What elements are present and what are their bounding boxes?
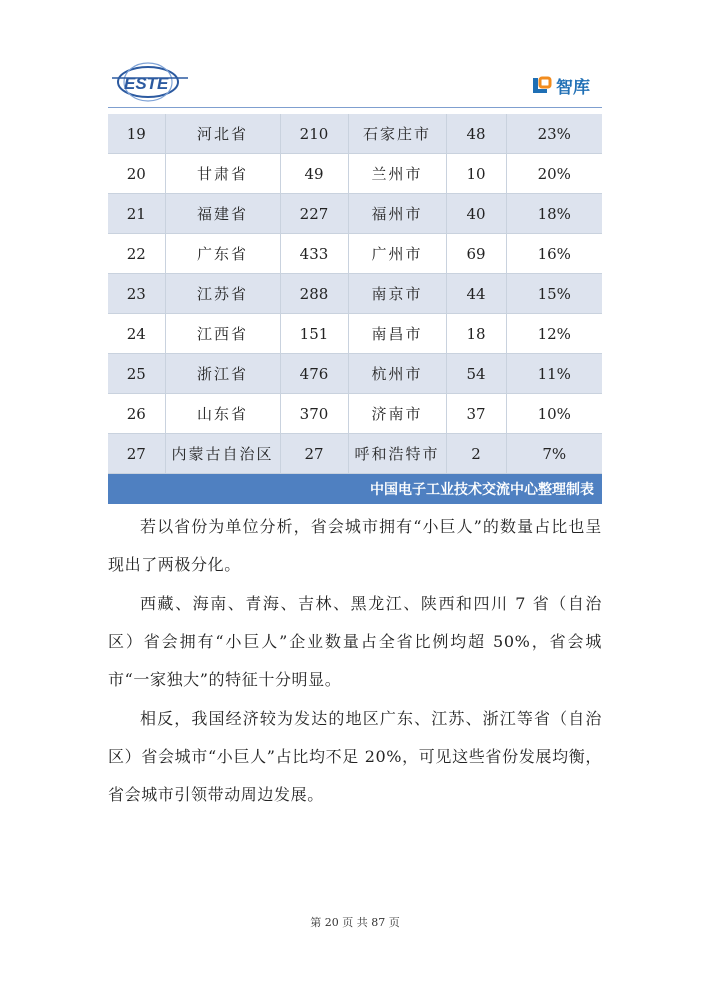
ratio-cell: 12% bbox=[506, 314, 602, 354]
capital-cell: 广州市 bbox=[348, 234, 446, 274]
ratio-cell: 20% bbox=[506, 154, 602, 194]
ratio-cell: 10% bbox=[506, 394, 602, 434]
province-cell: 广东省 bbox=[165, 234, 280, 274]
este-logo-graphic bbox=[110, 58, 194, 102]
table-row bbox=[108, 354, 602, 394]
ratio-cell: 11% bbox=[506, 354, 602, 394]
province-cell: 江西省 bbox=[165, 314, 280, 354]
table-row bbox=[108, 434, 602, 474]
rank-cell: 23 bbox=[108, 274, 165, 314]
table-body bbox=[108, 114, 602, 474]
province-cell: 浙江省 bbox=[165, 354, 280, 394]
table-row bbox=[108, 194, 602, 234]
este-logo-text: ESTE bbox=[124, 74, 169, 93]
capital-cell: 兰州市 bbox=[348, 154, 446, 194]
rank-cell: 24 bbox=[108, 314, 165, 354]
table-source-text: 中国电子工业技术交流中心整理制表 bbox=[370, 482, 594, 498]
province-count-cell: 227 bbox=[280, 194, 348, 234]
table-row bbox=[108, 394, 602, 434]
rank-cell: 22 bbox=[108, 234, 165, 274]
header-divider bbox=[108, 107, 602, 108]
rank-cell: 20 bbox=[108, 154, 165, 194]
province-count-cell: 151 bbox=[280, 314, 348, 354]
capital-count-cell: 69 bbox=[446, 234, 506, 274]
table-row bbox=[108, 314, 602, 354]
table-row bbox=[108, 274, 602, 314]
rank-cell: 26 bbox=[108, 394, 165, 434]
capital-count-cell: 10 bbox=[446, 154, 506, 194]
province-count-cell: 476 bbox=[280, 354, 348, 394]
zhiku-logo-text: 智库 bbox=[556, 77, 590, 98]
ratio-cell: 7% bbox=[506, 434, 602, 474]
capital-count-cell: 18 bbox=[446, 314, 506, 354]
province-cell: 山东省 bbox=[165, 394, 280, 434]
province-count-cell: 210 bbox=[280, 114, 348, 154]
capital-count-cell: 37 bbox=[446, 394, 506, 434]
capital-cell: 福州市 bbox=[348, 194, 446, 234]
capital-count-cell: 2 bbox=[446, 434, 506, 474]
province-count-cell: 288 bbox=[280, 274, 348, 314]
table-source-bar bbox=[108, 474, 602, 504]
province-table bbox=[108, 114, 602, 474]
rank-cell: 21 bbox=[108, 194, 165, 234]
capital-count-cell: 54 bbox=[446, 354, 506, 394]
province-count-cell: 27 bbox=[280, 434, 348, 474]
capital-cell: 呼和浩特市 bbox=[348, 434, 446, 474]
province-cell: 内蒙古自治区 bbox=[165, 434, 280, 474]
zhiku-logo-icon bbox=[531, 74, 553, 96]
province-cell: 甘肃省 bbox=[165, 154, 280, 194]
paragraph-2: 西藏、海南、青海、吉林、黑龙江、陕西和四川 7 省（自治区）省会拥有“小巨人”企业数量占全省比例均超 50%，省会城市“一家独大”的特征十分明显。 bbox=[108, 594, 602, 689]
capital-cell: 杭州市 bbox=[348, 354, 446, 394]
table-row bbox=[108, 114, 602, 154]
capital-cell: 济南市 bbox=[348, 394, 446, 434]
zhiku-logo bbox=[531, 72, 590, 98]
province-cell: 福建省 bbox=[165, 194, 280, 234]
province-count-cell: 433 bbox=[280, 234, 348, 274]
province-count-cell: 370 bbox=[280, 394, 348, 434]
rank-cell: 25 bbox=[108, 354, 165, 394]
ratio-cell: 23% bbox=[506, 114, 602, 154]
capital-count-cell: 44 bbox=[446, 274, 506, 314]
este-logo bbox=[110, 58, 194, 102]
rank-cell: 27 bbox=[108, 434, 165, 474]
table-row bbox=[108, 234, 602, 274]
capital-count-cell: 40 bbox=[446, 194, 506, 234]
capital-cell: 南昌市 bbox=[348, 314, 446, 354]
capital-cell: 南京市 bbox=[348, 274, 446, 314]
province-cell: 江苏省 bbox=[165, 274, 280, 314]
rank-cell: 19 bbox=[108, 114, 165, 154]
paragraph-3: 相反，我国经济较为发达的地区广东、江苏、浙江等省（自治区）省会城市“小巨人”占比均不足 20%，可见这些省份发展均衡，省会城市引领带动周边发展。 bbox=[108, 709, 602, 804]
province-cell: 河北省 bbox=[165, 114, 280, 154]
province-count-cell: 49 bbox=[280, 154, 348, 194]
ratio-cell: 16% bbox=[506, 234, 602, 274]
ratio-cell: 15% bbox=[506, 274, 602, 314]
capital-cell: 石家庄市 bbox=[348, 114, 446, 154]
paragraph-1: 若以省份为单位分析，省会城市拥有“小巨人”的数量占比也呈现出了两极分化。 bbox=[108, 517, 602, 574]
table-row bbox=[108, 154, 602, 194]
capital-count-cell: 48 bbox=[446, 114, 506, 154]
page-number: 第 20 页 共 87 页 bbox=[310, 916, 400, 929]
ratio-cell: 18% bbox=[506, 194, 602, 234]
